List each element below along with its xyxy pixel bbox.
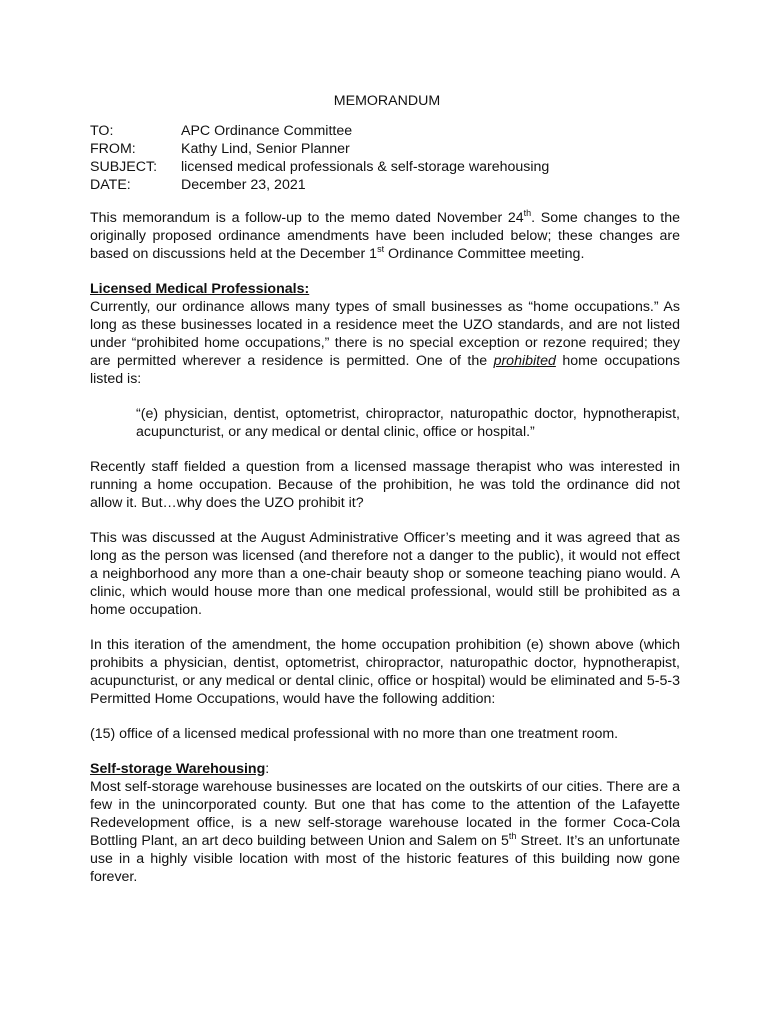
intro-paragraph bbox=[90, 209, 680, 263]
memo-page bbox=[90, 92, 680, 886]
section-storage bbox=[90, 760, 680, 886]
header-label: DATE: bbox=[90, 177, 131, 193]
intro-text: This memorandum is a follow-up to the memo dated November 24 bbox=[90, 210, 524, 226]
medical-paragraph-2: Recently staff fielded a question from a licensed massage therapist who was interested in running a home occupation. Because of the prohibition, he was told the ordinance did not allow it. But…why does the UZO prohibit it? bbox=[90, 459, 680, 511]
header-row-from bbox=[90, 140, 549, 158]
emphasis-prohibited: prohibited bbox=[493, 353, 556, 369]
storage-paragraph-1 bbox=[90, 778, 680, 886]
body-text: home occupations listed is: bbox=[90, 353, 680, 387]
medical-paragraph-4: In this iteration of the amendment, the home occupation prohibition (e) shown above (which prohibits a physician, dentist, optometrist, chiropractor, naturopathic doctor, hypnotherapist, acupuncturist, or any medical or dental clinic, office or hospital) would be eliminated and 5-5-3 Permitted Home Occupations, would have the following addition: bbox=[90, 637, 680, 707]
section-heading-storage: Self-storage Warehousing bbox=[90, 761, 266, 777]
header-value: licensed medical professionals & self-storage warehousing bbox=[181, 159, 550, 175]
intro-text: Ordinance Committee meeting. bbox=[384, 246, 585, 262]
ordinal-suffix: th bbox=[523, 208, 532, 218]
header-label: SUBJECT: bbox=[90, 159, 158, 175]
memo-title: MEMORANDUM bbox=[333, 93, 441, 109]
medical-paragraph-1 bbox=[90, 298, 680, 388]
body-text: Street. It’s an unfortunate use in a highly visible location with most of the historic features of this building now gone forever. bbox=[90, 833, 680, 885]
section-heading-medical: Licensed Medical Professionals: bbox=[90, 281, 310, 297]
header-row-to bbox=[90, 122, 549, 140]
header-value: December 23, 2021 bbox=[181, 177, 306, 193]
intro-text: . Some changes to the originally proposed ordinance amendments have been included below; these changes are based on discussions held at the December 1 bbox=[90, 210, 681, 262]
header-label: FROM: bbox=[90, 141, 136, 157]
heading-colon: : bbox=[265, 761, 270, 777]
medical-paragraph-3: This was discussed at the August Administrative Officer’s meeting and it was agreed that as long as the person was licensed (and therefore not a danger to the public), it would not effect a neighborhood any more than a one-chair beauty shop or someone teaching piano would. A clinic, which would house more than one medical professional, would still be prohibited as a home occupation. bbox=[90, 530, 680, 618]
body-text: Most self-storage warehouse businesses are located on the outskirts of our cities. There are a few in the unincorporated county. But one that has come to the attention of the Lafayette Redevelopment office, is a new self-storage warehouse located in the former Coca-Cola Bottling Plant, an art deco building between Union and Salem on 5 bbox=[90, 779, 680, 849]
ordinal-suffix: th bbox=[508, 831, 517, 841]
header-value: Kathy Lind, Senior Planner bbox=[181, 141, 350, 157]
header-row-subject bbox=[90, 158, 549, 176]
header-row-date bbox=[90, 176, 549, 194]
section-heading-storage-line bbox=[90, 760, 680, 778]
medical-paragraph-5: (15) office of a licensed medical professional with no more than one treatment room. bbox=[90, 726, 619, 742]
body-text: Currently, our ordinance allows many types of small businesses as “home occupations.” As long as these businesses located in a residence meet the UZO standards, and are not listed under “prohibited home occupations,” there is no special exception or rezone required; they are permitted wherever a residence is permitted. One of the bbox=[90, 299, 680, 369]
section-medical bbox=[90, 280, 680, 743]
header-value: APC Ordinance Committee bbox=[181, 123, 353, 139]
header-label: TO: bbox=[90, 123, 114, 139]
prohibited-list-quote: “(e) physician, dentist, optometrist, chiropractor, naturopathic doctor, hypnotherapist, acupuncturist, or any medical or dental clinic, office or hospital.” bbox=[136, 406, 680, 440]
ordinal-suffix: st bbox=[377, 244, 385, 254]
memo-header bbox=[90, 122, 549, 194]
